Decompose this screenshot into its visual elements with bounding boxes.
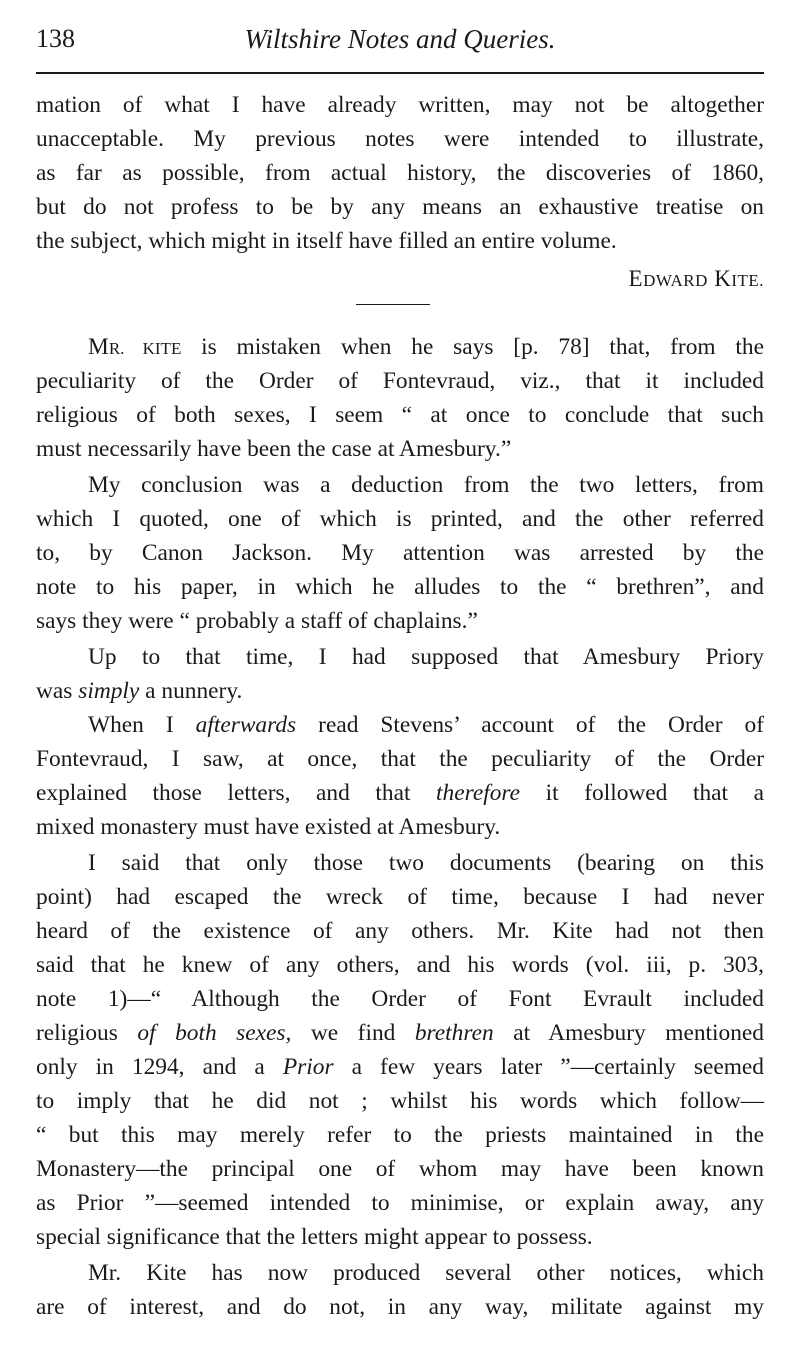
- page-header: [36, 18, 764, 68]
- section-divider: [356, 304, 430, 305]
- signature-smallcaps: ITE.: [731, 271, 764, 290]
- text-line: to, by Canon Jackson. My attention was arrested by the: [36, 540, 764, 566]
- text-run: at Amesbury mentioned: [493, 1020, 764, 1046]
- italic-text: of both sexes,: [137, 1020, 292, 1046]
- signature-initial: K: [714, 266, 732, 291]
- text-run: religious: [36, 1020, 138, 1046]
- text-line: as Prior ”—seemed intended to minimise, or explain away, any: [36, 1190, 764, 1216]
- text-run: was: [36, 678, 79, 704]
- italic-text: brethren: [414, 1020, 494, 1046]
- text-line: Monastery—the principal one of whom may have been known: [36, 1156, 764, 1182]
- text-run: a few years later ”—certainly seemed: [333, 1054, 764, 1080]
- header-rule: [36, 72, 764, 74]
- text-run: When I: [88, 712, 196, 738]
- page-number: 138: [36, 24, 75, 53]
- small-caps-initial: M: [88, 334, 109, 360]
- text-line: mation of what I have already written, may not be altogether: [36, 92, 764, 118]
- text-line: said that he knew of any others, and his words (vol. iii, p. 303,: [36, 952, 764, 978]
- text-line: note 1)—“ Although the Order of Font Evrault included: [36, 986, 764, 1012]
- text-line: [88, 330, 764, 364]
- text-line: [36, 776, 764, 810]
- italic-text: afterwards: [195, 712, 297, 738]
- text-line: special significance that the letters might appear to possess.: [36, 1224, 593, 1250]
- text-line: Fontevraud, I saw, at once, that the peculiarity of the Order: [36, 746, 764, 772]
- text-line: says they were “ probably a staff of chaplains.”: [36, 608, 478, 634]
- text-line: the subject, which might in itself have filled an entire volume.: [36, 228, 617, 254]
- text-line: as far as possible, from actual history, the discoveries of 1860,: [36, 160, 764, 186]
- text-line: “ but this may merely refer to the priests maintained in the: [36, 1122, 764, 1148]
- text-line: which I quoted, one of which is printed, and the other referred: [36, 506, 764, 532]
- text-line: religious of both sexes, I seem “ at once to conclude that such: [36, 402, 764, 428]
- text-run: it followed that a: [520, 780, 764, 806]
- text-run: read Stevens’ account of the Order of: [296, 712, 764, 738]
- text-line: Mr. Kite has now produced several other notices, which: [88, 1260, 764, 1286]
- italic-text: therefore: [436, 780, 521, 806]
- text-run: we find: [291, 1020, 415, 1046]
- text-line: unacceptable. My previous notes were intended to illustrate,: [36, 126, 764, 152]
- text-run: only in 1294, and a: [36, 1054, 283, 1080]
- text-line: [36, 1016, 764, 1050]
- author-signature: [629, 262, 764, 298]
- text-line: My conclusion was a deduction from the two letters, from: [88, 472, 764, 498]
- text-run: explained those letters, and that: [36, 780, 437, 806]
- text-run: a nunnery.: [139, 678, 243, 704]
- text-line: are of interest, and do not, in any way, militate against my: [36, 1294, 764, 1320]
- signature-smallcaps: DWARD: [643, 271, 708, 290]
- text-run: is mistaken when he says [p. 78] that, from the: [181, 334, 765, 360]
- text-line: [36, 1050, 764, 1084]
- text-line: mixed monastery must have existed at Amesbury.: [36, 814, 501, 840]
- text-line: point) had escaped the wreck of time, because I had never: [36, 884, 764, 910]
- text-line: to imply that he did not ; whilst his words which follow—: [36, 1088, 764, 1114]
- running-title: Wiltshire Notes and Queries.: [244, 24, 556, 54]
- text-line: must necessarily have been the case at Amesbury.”: [36, 436, 512, 462]
- italic-text: simply: [78, 678, 140, 704]
- signature-initial: E: [628, 266, 644, 291]
- text-line: [88, 708, 764, 742]
- text-line: note to his paper, in which he alludes to the “ brethren”, and: [36, 574, 764, 600]
- italic-text: Prior: [282, 1054, 334, 1080]
- text-line: I said that only those two documents (bearing on this: [88, 850, 764, 876]
- text-line: but do not profess to be by any means an exhaustive treatise on: [36, 194, 764, 220]
- text-line: heard of the existence of any others. Mr. Kite had not then: [36, 918, 764, 944]
- small-caps-text: R. KITE: [108, 339, 182, 358]
- text-line: peculiarity of the Order of Fontevraud, viz., that it included: [36, 368, 764, 394]
- text-line: Up to that time, I had supposed that Amesbury Priory: [88, 644, 764, 670]
- text-line: [36, 674, 764, 708]
